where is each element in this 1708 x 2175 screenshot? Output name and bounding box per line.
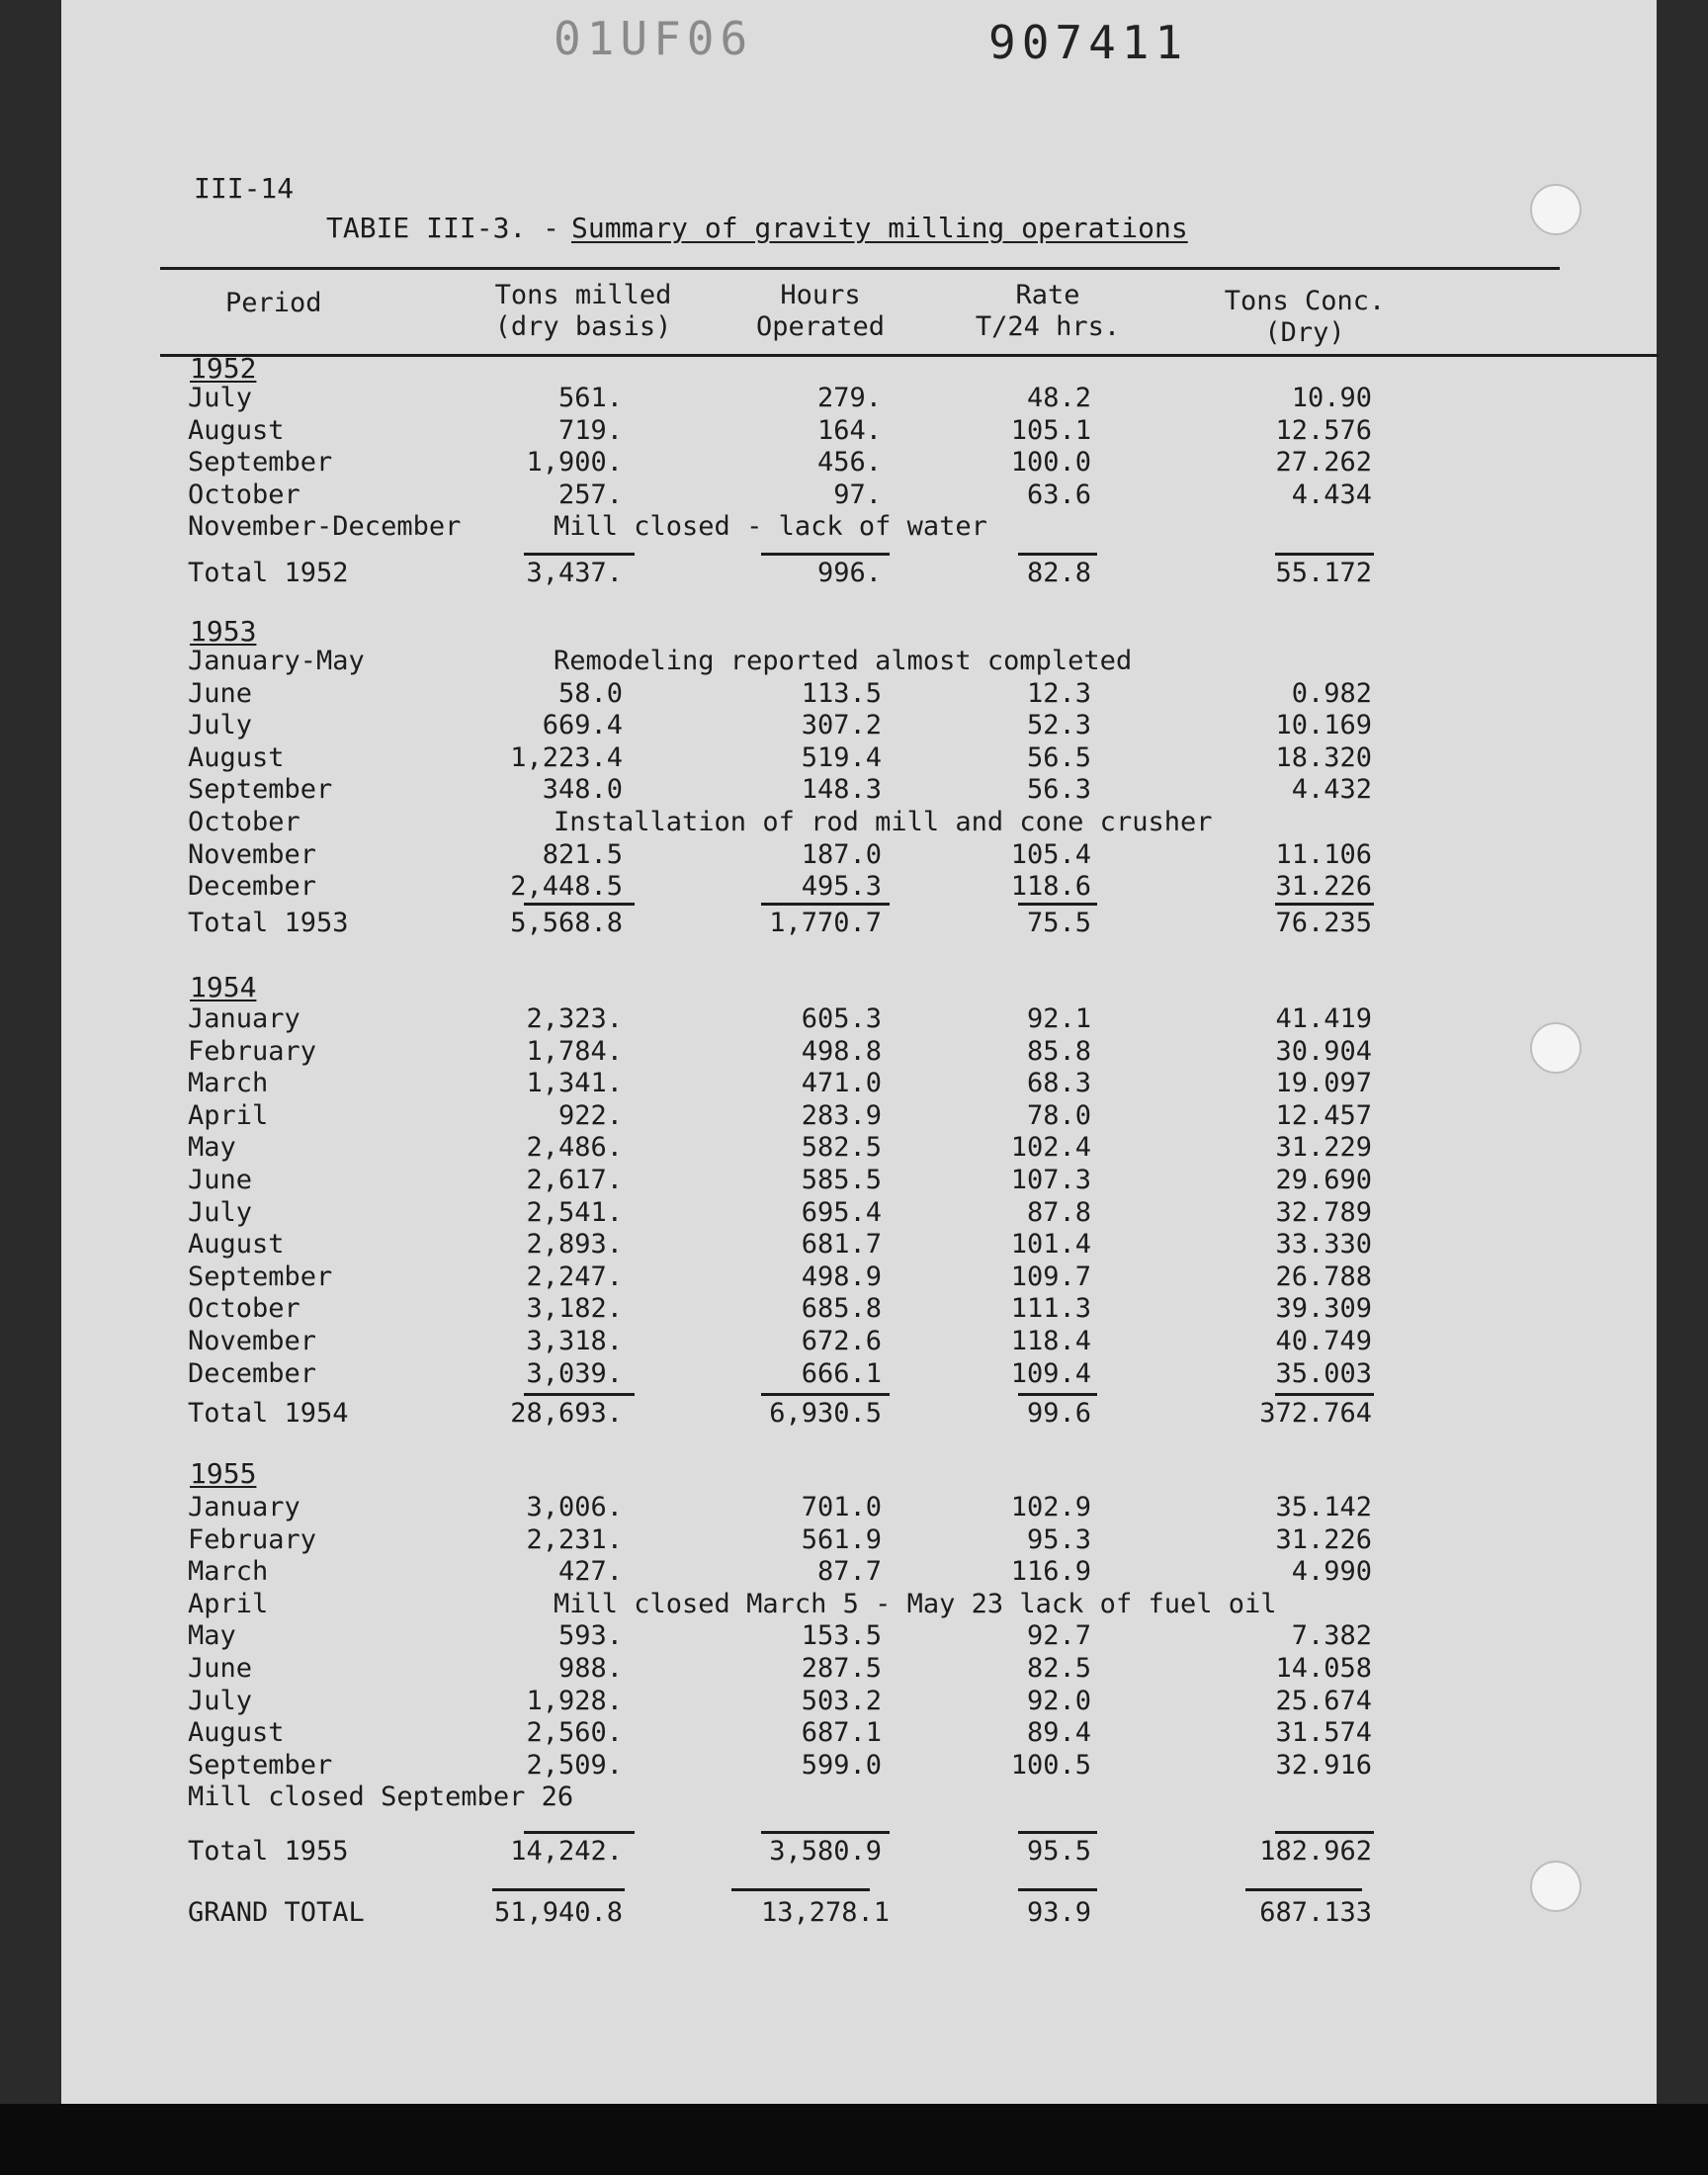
table-row — [0, 1294, 1708, 1326]
rate-cell: 52.3 — [1026, 710, 1091, 741]
col-conc-line2: (Dry) — [1264, 317, 1345, 348]
status-note: Mill closed - lack of water — [554, 511, 987, 543]
hours-cell: 279. — [816, 383, 882, 413]
tons-cell: 51,940.8 — [493, 1897, 623, 1928]
hours-cell: 561.9 — [801, 1523, 882, 1555]
col-period: Period — [225, 288, 322, 318]
period-cell: August — [188, 1717, 285, 1749]
hours-cell: 456. — [816, 447, 882, 478]
conc-cell: 40.749 — [1275, 1326, 1372, 1356]
table-row — [0, 1687, 1708, 1718]
rate-cell: 105.1 — [1010, 414, 1091, 446]
table-row — [0, 1557, 1708, 1589]
stamp-left: 01UF06 — [554, 12, 754, 65]
table-row — [0, 1166, 1708, 1197]
hours-cell: 148.3 — [801, 774, 882, 806]
rate-cell: 85.8 — [1026, 1035, 1091, 1067]
period-cell: June — [188, 1653, 253, 1684]
tons-cell: 2,448.5 — [510, 871, 623, 903]
total-rule — [1018, 1393, 1097, 1396]
table-row — [0, 1069, 1708, 1100]
rate-cell: 116.9 — [1010, 1556, 1091, 1588]
tons-cell: 821.5 — [542, 838, 623, 870]
tons-cell: 988. — [557, 1653, 623, 1684]
tons-cell: 2,231. — [526, 1523, 623, 1555]
period-cell: September — [188, 1261, 333, 1292]
rate-cell: 105.4 — [1010, 838, 1091, 870]
rate-cell: 102.9 — [1010, 1492, 1091, 1522]
conc-cell: 33.330 — [1275, 1229, 1372, 1261]
total-rule — [1018, 553, 1097, 556]
period-cell: Total 1952 — [188, 558, 349, 588]
total-rule — [1275, 553, 1374, 556]
table-row — [0, 1493, 1708, 1524]
period-cell: October — [188, 807, 300, 837]
period-cell: Mill closed September 26 — [188, 1782, 574, 1813]
total-rule — [1018, 903, 1097, 906]
rate-cell: 63.6 — [1026, 478, 1091, 510]
rate-cell: 92.1 — [1026, 1003, 1091, 1034]
total-rule — [1275, 1831, 1374, 1834]
hours-cell: 695.4 — [801, 1196, 882, 1228]
conc-cell: 31.226 — [1275, 871, 1372, 903]
total-rule — [524, 1393, 635, 1396]
period-cell: October — [188, 478, 300, 510]
period-cell: August — [188, 741, 285, 773]
rate-cell: 56.5 — [1026, 741, 1091, 773]
tons-cell: 58.0 — [557, 677, 623, 709]
table-row — [0, 1101, 1708, 1133]
hours-cell: 287.5 — [801, 1653, 882, 1684]
rate-cell: 100.0 — [1010, 447, 1091, 478]
conc-cell: 4.432 — [1291, 774, 1372, 806]
period-cell: July — [188, 383, 253, 413]
table-row — [0, 384, 1708, 415]
hours-cell: 113.5 — [801, 677, 882, 709]
conc-cell: 182.962 — [1259, 1836, 1372, 1867]
conc-cell: 372.764 — [1259, 1398, 1372, 1430]
rate-cell: 56.3 — [1026, 774, 1091, 806]
grand-total-rule — [731, 1888, 870, 1891]
rate-cell: 48.2 — [1026, 383, 1091, 413]
tons-cell: 719. — [557, 414, 623, 446]
conc-cell: 25.674 — [1275, 1685, 1372, 1716]
conc-cell: 14.058 — [1275, 1653, 1372, 1684]
hours-cell: 687.1 — [801, 1717, 882, 1749]
tons-cell: 257. — [557, 478, 623, 510]
table-row — [0, 679, 1708, 711]
tons-cell: 427. — [557, 1556, 623, 1588]
conc-cell: 76.235 — [1275, 907, 1372, 938]
total-rule — [761, 553, 890, 556]
hours-cell: 471.0 — [801, 1068, 882, 1099]
conc-cell: 687.133 — [1259, 1897, 1372, 1928]
period-cell: March — [188, 1556, 269, 1588]
table-row — [0, 512, 1708, 544]
col-conc-line1: Tons Conc. — [1224, 286, 1386, 316]
conc-cell: 10.90 — [1291, 383, 1372, 413]
period-cell: May — [188, 1620, 236, 1652]
tons-cell: 2,247. — [526, 1261, 623, 1292]
year-heading: 1955 — [190, 1457, 257, 1490]
period-cell: December — [188, 871, 317, 903]
rate-cell: 78.0 — [1026, 1099, 1091, 1131]
year-heading: 1954 — [190, 971, 257, 1003]
conc-cell: 7.382 — [1291, 1620, 1372, 1652]
period-cell: November-December — [188, 511, 462, 543]
tons-cell: 669.4 — [542, 710, 623, 741]
col-tons-line2: (dry basis) — [494, 311, 672, 342]
table-row — [0, 448, 1708, 479]
tons-cell: 14,242. — [510, 1836, 623, 1867]
tons-cell: 922. — [557, 1099, 623, 1131]
table-row — [0, 743, 1708, 775]
conc-cell: 29.690 — [1275, 1165, 1372, 1195]
conc-cell: 27.262 — [1275, 447, 1372, 478]
hours-cell: 153.5 — [801, 1620, 882, 1652]
total-rule — [1275, 1393, 1374, 1396]
table-row — [0, 1525, 1708, 1557]
rate-cell: 118.4 — [1010, 1326, 1091, 1356]
rate-cell: 99.6 — [1026, 1398, 1091, 1430]
tons-cell: 1,900. — [526, 447, 623, 478]
tons-cell: 3,006. — [526, 1492, 623, 1522]
grand-total-rule — [1018, 1888, 1097, 1891]
tons-cell: 1,223.4 — [510, 741, 623, 773]
conc-cell: 19.097 — [1275, 1068, 1372, 1099]
tons-cell: 2,893. — [526, 1229, 623, 1261]
rate-cell: 107.3 — [1010, 1165, 1091, 1195]
hours-cell: 87.7 — [816, 1556, 882, 1588]
table-row — [0, 1037, 1708, 1069]
hours-cell: 996. — [816, 558, 882, 588]
conc-cell: 32.916 — [1275, 1749, 1372, 1781]
table-number: TABIE III-3. - — [326, 212, 560, 244]
hours-cell: 582.5 — [801, 1132, 882, 1164]
header-rule-bottom — [160, 354, 1659, 357]
conc-cell: 31.229 — [1275, 1132, 1372, 1164]
tons-cell: 1,928. — [526, 1685, 623, 1716]
rate-cell: 75.5 — [1026, 907, 1091, 938]
table-row — [0, 1230, 1708, 1262]
status-note: Installation of rod mill and cone crusher — [554, 807, 1213, 837]
stamp-right: 907411 — [988, 16, 1189, 69]
table-row — [0, 1621, 1708, 1653]
table-row — [0, 416, 1708, 448]
tons-cell: 3,039. — [526, 1357, 623, 1389]
period-cell: February — [188, 1523, 317, 1555]
tons-cell: 2,560. — [526, 1717, 623, 1749]
hours-cell: 498.9 — [801, 1261, 882, 1292]
total-rule — [1018, 1831, 1097, 1834]
rate-cell: 89.4 — [1026, 1717, 1091, 1749]
table-row — [0, 1590, 1708, 1621]
table-row — [0, 1359, 1708, 1391]
hours-cell: 307.2 — [801, 710, 882, 741]
period-cell: December — [188, 1357, 317, 1389]
hours-cell: 605.3 — [801, 1003, 882, 1034]
conc-cell: 55.172 — [1275, 558, 1372, 588]
period-cell: July — [188, 1685, 253, 1716]
tons-cell: 2,486. — [526, 1132, 623, 1164]
hours-cell: 585.5 — [801, 1165, 882, 1195]
page-number: III-14 — [194, 172, 295, 205]
period-cell: March — [188, 1068, 269, 1099]
period-cell: July — [188, 1196, 253, 1228]
conc-cell: 10.169 — [1275, 710, 1372, 741]
period-cell: Total 1953 — [188, 907, 349, 938]
conc-cell: 12.576 — [1275, 414, 1372, 446]
period-cell: November — [188, 1326, 317, 1356]
table-row — [0, 1004, 1708, 1036]
conc-cell: 11.106 — [1275, 838, 1372, 870]
punch-hole-top — [1530, 184, 1581, 235]
hours-cell: 187.0 — [801, 838, 882, 870]
table-row — [0, 1133, 1708, 1165]
period-cell: May — [188, 1132, 236, 1164]
rate-cell: 109.7 — [1010, 1261, 1091, 1292]
table-row — [0, 1751, 1708, 1783]
tons-cell: 3,437. — [526, 558, 623, 588]
conc-cell: 12.457 — [1275, 1099, 1372, 1131]
conc-cell: 35.142 — [1275, 1492, 1372, 1522]
tons-cell: 2,541. — [526, 1196, 623, 1228]
period-cell: February — [188, 1035, 317, 1067]
total-row — [0, 909, 1708, 940]
table-row — [0, 775, 1708, 807]
table-row — [0, 1718, 1708, 1750]
tons-cell: 593. — [557, 1620, 623, 1652]
hours-cell: 681.7 — [801, 1229, 882, 1261]
total-row — [0, 1399, 1708, 1431]
total-rule — [524, 903, 635, 906]
conc-cell: 0.982 — [1291, 677, 1372, 709]
status-note: Remodeling reported almost completed — [554, 646, 1133, 676]
table-row — [0, 1783, 1708, 1814]
hours-cell: 97. — [833, 478, 882, 510]
tons-cell: 2,509. — [526, 1749, 623, 1781]
conc-cell: 4.434 — [1291, 478, 1372, 510]
period-cell: September — [188, 447, 333, 478]
tons-cell: 1,784. — [526, 1035, 623, 1067]
rate-cell: 100.5 — [1010, 1749, 1091, 1781]
col-tons-line1: Tons milled — [494, 280, 672, 310]
rate-cell: 87.8 — [1026, 1196, 1091, 1228]
grand-total-row — [0, 1898, 1708, 1930]
period-cell: September — [188, 774, 333, 806]
period-cell: April — [188, 1099, 269, 1131]
total-rule — [1275, 903, 1374, 906]
conc-cell: 26.788 — [1275, 1261, 1372, 1292]
tons-cell: 348.0 — [542, 774, 623, 806]
period-cell: July — [188, 710, 253, 741]
tons-cell: 1,341. — [526, 1068, 623, 1099]
col-hours-line2: Operated — [755, 311, 886, 342]
hours-cell: 164. — [816, 414, 882, 446]
hours-cell: 495.3 — [801, 871, 882, 903]
total-rule — [524, 553, 635, 556]
conc-cell: 32.789 — [1275, 1196, 1372, 1228]
hours-cell: 666.1 — [801, 1357, 882, 1389]
total-rule — [761, 1393, 890, 1396]
period-cell: January — [188, 1492, 300, 1522]
table-row — [0, 711, 1708, 742]
period-cell: Total 1954 — [188, 1398, 349, 1430]
table-row — [0, 808, 1708, 839]
total-rule — [761, 1831, 890, 1834]
tons-cell: 5,568.8 — [510, 907, 623, 938]
table-title: Summary of gravity milling operations — [571, 212, 1188, 244]
total-rule — [761, 903, 890, 906]
rate-cell: 118.6 — [1010, 871, 1091, 903]
rate-cell: 82.8 — [1026, 558, 1091, 588]
period-cell: GRAND TOTAL — [188, 1897, 365, 1928]
hours-cell: 498.8 — [801, 1035, 882, 1067]
period-cell: August — [188, 1229, 285, 1261]
rate-cell: 102.4 — [1010, 1132, 1091, 1164]
conc-cell: 4.990 — [1291, 1556, 1372, 1588]
header-rule-top — [160, 267, 1560, 270]
grand-total-rule — [1245, 1888, 1362, 1891]
hours-cell: 3,580.9 — [769, 1836, 882, 1867]
rate-cell: 93.9 — [1026, 1897, 1091, 1928]
table-row — [0, 840, 1708, 872]
hours-cell: 685.8 — [801, 1293, 882, 1325]
rate-cell: 95.5 — [1026, 1836, 1091, 1867]
period-cell: June — [188, 1165, 253, 1195]
rate-cell: 82.5 — [1026, 1653, 1091, 1684]
tons-cell: 2,323. — [526, 1003, 623, 1034]
conc-cell: 35.003 — [1275, 1357, 1372, 1389]
hours-cell: 701.0 — [801, 1492, 882, 1522]
total-row — [0, 1837, 1708, 1869]
hours-cell: 13,278.1 — [761, 1897, 891, 1928]
rate-cell: 111.3 — [1010, 1293, 1091, 1325]
table-row — [0, 480, 1708, 512]
year-heading: 1952 — [190, 352, 257, 385]
hours-cell: 503.2 — [801, 1685, 882, 1716]
rate-cell: 109.4 — [1010, 1357, 1091, 1389]
period-cell: April — [188, 1588, 269, 1619]
status-note: Mill closed March 5 - May 23 lack of fuel oil — [554, 1588, 1277, 1619]
tons-cell: 3,318. — [526, 1326, 623, 1356]
tons-cell: 2,617. — [526, 1165, 623, 1195]
tons-cell: 561. — [557, 383, 623, 413]
tons-cell: 3,182. — [526, 1293, 623, 1325]
table-row — [0, 1262, 1708, 1294]
period-cell: Total 1955 — [188, 1836, 349, 1867]
hours-cell: 6,930.5 — [769, 1398, 882, 1430]
year-heading: 1953 — [190, 615, 257, 648]
conc-cell: 41.419 — [1275, 1003, 1372, 1034]
table-row — [0, 1327, 1708, 1358]
hours-cell: 599.0 — [801, 1749, 882, 1781]
hours-cell: 519.4 — [801, 741, 882, 773]
col-rate-line1: Rate — [1015, 280, 1080, 310]
scanner-edge-band — [0, 2104, 1708, 2175]
rate-cell: 101.4 — [1010, 1229, 1091, 1261]
hours-cell: 1,770.7 — [769, 907, 882, 938]
conc-cell: 30.904 — [1275, 1035, 1372, 1067]
period-cell: June — [188, 677, 253, 709]
table-row — [0, 647, 1708, 678]
hours-cell: 672.6 — [801, 1326, 882, 1356]
period-cell: January — [188, 1003, 300, 1034]
rate-cell: 95.3 — [1026, 1523, 1091, 1555]
rate-cell: 92.7 — [1026, 1620, 1091, 1652]
period-cell: October — [188, 1293, 300, 1325]
col-hours-line1: Hours — [780, 280, 861, 310]
rate-cell: 68.3 — [1026, 1068, 1091, 1099]
conc-cell: 31.226 — [1275, 1523, 1372, 1555]
period-cell: January-May — [188, 646, 365, 676]
rate-cell: 12.3 — [1026, 677, 1091, 709]
table-row — [0, 1654, 1708, 1686]
conc-cell: 31.574 — [1275, 1717, 1372, 1749]
conc-cell: 39.309 — [1275, 1293, 1372, 1325]
period-cell: November — [188, 838, 317, 870]
total-row — [0, 559, 1708, 590]
hours-cell: 283.9 — [801, 1099, 882, 1131]
total-rule — [524, 1831, 635, 1834]
table-row — [0, 872, 1708, 904]
grand-total-rule — [492, 1888, 625, 1891]
period-cell: September — [188, 1749, 333, 1781]
period-cell: August — [188, 414, 285, 446]
conc-cell: 18.320 — [1275, 741, 1372, 773]
col-rate-line2: T/24 hrs. — [975, 311, 1121, 342]
rate-cell: 92.0 — [1026, 1685, 1091, 1716]
tons-cell: 28,693. — [510, 1398, 623, 1430]
table-row — [0, 1198, 1708, 1230]
